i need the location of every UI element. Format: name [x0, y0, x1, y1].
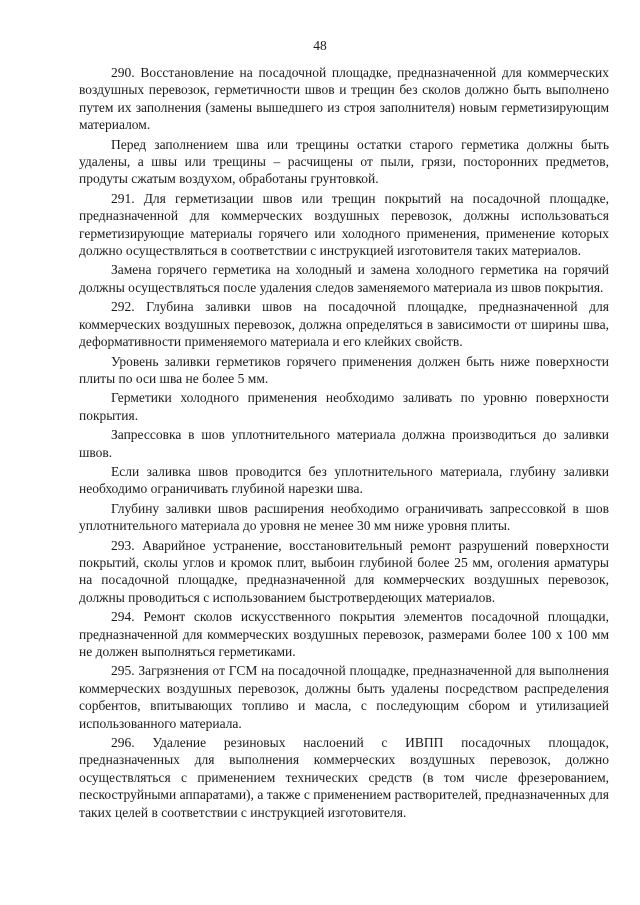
paragraph-295: 295. Загрязнения от ГСМ на посадочной площадке, предназначенной для выполнения коммерческих воздушных перевозок, должны быть удалены посредством распределения сорбентов, впитывающих топливо и масла, с последующим сбором и утилизацией использованного материала. — [79, 663, 609, 731]
paragraph-290: 290. Восстановление на посадочной площадке, предназначенной для коммерческих воздушных перевозок, герметичности швов и трещин без сколов должно быть выполнено путем их заполнения (замены вышедшего из строя заполнителя) новым герметизирующим материалом. — [79, 65, 609, 133]
paragraph-292-cont-1: Уровень заливки герметиков горячего применения должен быть ниже поверхности плиты по оси шва не более 5 мм. — [79, 353, 609, 386]
paragraph-296: 296. Удаление резиновых наслоений с ИВПП посадочных площадок, предназначенных для выполнения коммерческих воздушных перевозок, должно осуществляться с применением технических средств (в том числе фрезерованием, пескоструйными аппаратами), а также с применением растворителей, предназначенных для таких целей в соответствии с инструкцией изготовителя. — [79, 735, 609, 820]
paragraph-290-cont: Перед заполнением шва или трещины остатки старого герметика должны быть удалены, а швы или трещины – расчищены от пыли, грязи, посторонних предметов, продуты сжатым воздухом, обработаны грунтовкой. — [79, 136, 609, 187]
paragraph-292-cont-2: Герметики холодного применения необходимо заливать по уровню поверхности покрытия. — [79, 390, 609, 423]
paragraph-293: 293. Аварийное устранение, восстановительный ремонт разрушений поверхности покрытий, сколы углов и кромок плит, выбоин глубиной более 25 мм, оголения арматуры на посадочной площадке, предназначенной для коммерческих воздушных перевозок, должны проводиться с использованием быстротвердеющих материалов. — [79, 537, 609, 605]
paragraph-292: 292. Глубина заливки швов на посадочной площадке, предназначенной для коммерческих воздушных перевозок, должна определяться в зависимости от ширины шва, деформативности применяемого материала и его клейких свойств. — [79, 299, 609, 350]
paragraph-294: 294. Ремонт сколов искусственного покрытия элементов посадочной площадки, предназначенной для коммерческих воздушных перевозок, размерами более 100 х 100 мм не должен выполняться герметиками. — [79, 609, 609, 659]
paragraph-292-cont-3: Запрессовка в шов уплотнительного материала должна производиться до заливки швов. — [79, 427, 609, 460]
paragraph-291: 291. Для герметизации швов или трещин покрытий на посадочной площадке, предназначенной для коммерческих воздушных перевозок, должны использоваться герметизирующие материалы горячего или холодного применения, применение которых должно осуществляться в соответствии с инструкцией изготовителя таких материалов. — [79, 190, 609, 259]
paragraph-292-cont-4: Если заливка швов проводится без уплотнительного материала, глубину заливки необходимо ограничивать глубиной нарезки шва. — [79, 463, 609, 497]
paragraph-292-cont-5: Глубину заливки швов расширения необходимо ограничивать запрессовкой в шов уплотнительного материала до уровня не менее 30 мм ниже уровня плиты. — [79, 500, 609, 534]
paragraph-291-cont: Замена горячего герметика на холодный и замена холодного герметика на горячий должны осуществляться после удаления следов заменяемого материала из швов покрытия. — [79, 262, 609, 295]
document-body — [79, 64, 609, 823]
page-number: 48 — [313, 38, 327, 53]
